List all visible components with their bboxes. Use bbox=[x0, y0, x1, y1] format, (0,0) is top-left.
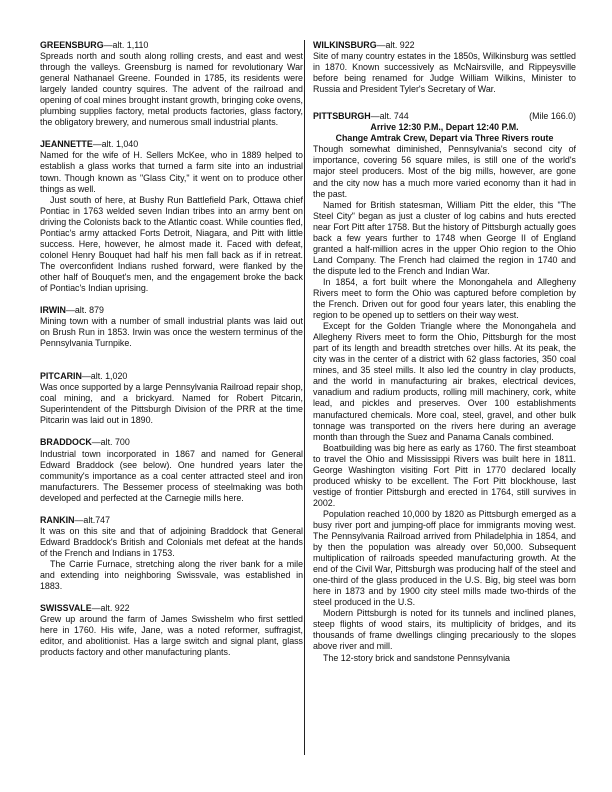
town-name: IRWIN bbox=[40, 305, 66, 316]
entry-paragraph: Named for the wife of H. Sellers McKee, who in 1889 helped to establish a glass works that turned a farm site into an industrial town. Though known as "Glass City," it went on to produce other things as well. bbox=[40, 150, 303, 194]
entry-rankin bbox=[40, 515, 303, 592]
entry-heading: JEANNETTE—alt. 1,040 bbox=[40, 139, 139, 150]
entry-wilkinsburg bbox=[313, 40, 576, 95]
entry-paragraph: Though somewhat diminished, Pennsylvania's second city of importance, covering 56 square miles, is still one of the world's major steel producers. Most of the big mills, however, are gone and the city now has a much more varied economy than it had in the past. bbox=[313, 144, 576, 199]
entry-heading: WILKINSBURG—alt. 922 bbox=[313, 40, 415, 50]
town-altitude: alt. 744 bbox=[379, 111, 409, 122]
entry-paragraph: Mining town with a number of small industrial plants was laid out on Brush Run in 1853. Irwin was once the western terminus of the Pennsylvania Turnpike. bbox=[40, 316, 303, 349]
entry-braddock bbox=[40, 437, 303, 503]
entry-swissvale bbox=[40, 603, 303, 658]
town-name: PITTSBURGH bbox=[313, 111, 371, 122]
entry-paragraph: Modern Pittsburgh is noted for its tunnels and inclined planes, steep flights of wood stairs, its multiplicity of bridges, and its thousands of frame dwellings clinging precariously to the slopes above river and mill. bbox=[313, 608, 576, 652]
column-divider bbox=[304, 40, 305, 755]
entry-heading: GREENSBURG—alt. 1,110 bbox=[40, 40, 149, 50]
entry-paragraph: Site of many country estates in the 1850s, Wilkinsburg was settled in 1870. Known successively as McNairsville, and Rippeysville before being renamed for Judge William Wilkins, Minister to Russia and President Tyler's Secretary of War. bbox=[313, 51, 576, 95]
left-column bbox=[40, 40, 303, 669]
entry-paragraph: Population reached 10,000 by 1820 as Pittsburgh emerged as a busy river port and jumping-off place for immigrants moving west. The Pennsylvania Railroad arrived from Philadelphia in 1854, and by then the population was already over 50,000. Subsequent multiplication of railroads speeded manufacturing growth. At the end of the Civil War, Pittsburgh was producing half of the steel and one-third of the glass produced in the U.S. Big, big steel was born here in 1873 and by 1900 city steel mills made two-thirds of the steel produced in the U.S. bbox=[313, 508, 576, 608]
entry-heading: RANKIN—alt.747 bbox=[40, 514, 111, 525]
mile-marker: (Mile 166.0) bbox=[529, 111, 576, 122]
train-route-note: Change Amtrak Crew, Depart via Three Rivers route bbox=[335, 133, 554, 144]
entry-paragraph: The Carrie Furnace, stretching along the river bank for a mile and extending into neighboring Swissvale, was established in 1883. bbox=[40, 558, 303, 592]
entry-heading: IRWIN—alt. 879 bbox=[40, 305, 104, 316]
town-altitude: alt. 922 bbox=[100, 603, 130, 614]
town-name: SWISSVALE bbox=[40, 603, 92, 614]
town-altitude: alt. 1,110 bbox=[112, 40, 149, 50]
entry-paragraph: It was on this site and that of adjoining Braddock that General Edward Braddock's British and Colonials met defeat at the hands of the French and Indians in 1753. bbox=[40, 525, 303, 558]
entry-paragraph: Just south of here, at Bushy Run Battlefield Park, Ottawa chief Pontiac in 1763 welded seven Indian tribes into an army bent on driving the Colonists back to the Atlantic coast. While counties fled, Pontiac's army attacked Forts Detroit, Niagara, and Pitt with little success. Here, however, he almost made it. Faced with defeat, colonel Henry Bouquet had half his men fall back as if in retreat. The overconfident Indians rushed forward, were flanked by the other half of Bouquet's men, and the engagement broke the back of Pontiac's Indian uprising. bbox=[40, 194, 303, 293]
town-altitude: alt. 1,020 bbox=[90, 371, 128, 382]
town-altitude: alt. 1,040 bbox=[101, 139, 139, 150]
entry-paragraph: Grew up around the farm of James Swisshelm who first settled here in 1760. His wife, Jane, was a noted reformer, suffragist, editor, and abolitionist. Has a large switch and signal plant, glass products factory and other manufacturing plants. bbox=[40, 614, 303, 658]
entry-jeannette bbox=[40, 139, 303, 294]
town-altitude: alt. 879 bbox=[74, 305, 104, 316]
entry-heading: PITCARIN—alt. 1,020 bbox=[40, 371, 128, 382]
town-name: PITCARIN bbox=[40, 371, 82, 382]
entry-paragraph: Industrial town incorporated in 1867 and named for General Edward Braddock (see below). One hundred years later the community's importance as a coal center attracted steel and iron manufacturers. The Bessemer process of steelmaking was both developed and perfected at the Carnegie mills here. bbox=[40, 448, 303, 503]
entry-paragraph: Spreads north and south along rolling crests, and east and west through the valleys. Greensburg is named for revolutionary War general Nathanael Greene. Founded in 1785, its residents were largely landed country squires. The advent of the railroad and opening of coal mines brought instant growth, bringing coke ovens, plumbing supplies factory, metal products factories, glass factory, the obligatory brewery, and numerous small industrial plants. bbox=[40, 51, 303, 128]
entry-heading: PITTSBURGH—alt. 744 (Mile 166.0) bbox=[313, 111, 576, 122]
town-name: GREENSBURG bbox=[40, 40, 104, 50]
town-altitude: alt. 700 bbox=[100, 437, 130, 448]
town-altitude: alt. 922 bbox=[385, 40, 415, 50]
town-name: WILKINSBURG bbox=[313, 40, 377, 50]
town-altitude: alt.747 bbox=[83, 514, 111, 525]
entry-heading: BRADDOCK—alt. 700 bbox=[40, 437, 130, 448]
entry-heading: SWISSVALE—alt. 922 bbox=[40, 603, 130, 614]
entry-pitcarin bbox=[40, 371, 303, 426]
entry-pittsburgh bbox=[313, 111, 576, 663]
town-name: JEANNETTE bbox=[40, 139, 93, 150]
town-name: BRADDOCK bbox=[40, 437, 92, 448]
entry-paragraph: The 12-story brick and sandstone Pennsylvania bbox=[323, 652, 510, 663]
entry-paragraph: Boatbuilding was big here as early as 1760. The first steamboat to travel the Ohio and Mississippi Rivers was built here in 1811. George Washington visiting Fort Pitt in 1770 declared locally produced whisky to be excellent. The Fort Pitt blockhouse, last vestige of frontier Pittsburgh and erected in 1764, still survives in 2002. bbox=[313, 442, 576, 508]
entry-irwin bbox=[40, 305, 303, 349]
entry-paragraph: In 1854, a fort built where the Monongahela and Allegheny Rivers meet to form the Ohio was captured before completion by the French. Driven out for good four years later, this enabling the region to be opened up to settlers on their way west. bbox=[313, 276, 576, 321]
town-name: RANKIN bbox=[40, 514, 75, 525]
entry-paragraph: Named for British statesman, William Pitt the elder, this "The Steel City" began as just a cluster of log cabins and huts erected near Fort Pitt after 1758. But the history of Pittsburgh actually goes back a few years further to 1748 when George II of England granted a half-million acres in the upper Ohio region to the Ohio Land Company. The French had claimed the region in 1740 and the dispute led to the French and Indian War. bbox=[313, 199, 576, 276]
right-column bbox=[313, 40, 576, 675]
entry-paragraph: Was once supported by a large Pennsylvania Railroad repair shop, coal mining, and a brickyard. Named for Robert Pitcarin, Superintendent of the Pittsburgh Division of the PRR at the time Pitcarin was laid out in 1890. bbox=[40, 382, 303, 426]
train-schedule: Arrive 12:30 P.M., Depart 12:40 P.M. bbox=[370, 122, 519, 133]
entry-paragraph: Except for the Golden Triangle where the Monongahela and Allegheny Rivers meet to form the Ohio, Pittsburgh for the most part of its length and breadth stretches over hills. At its peak, the city was in the center of a district with 62 glass factories, 350 coal mines, and 35 steel mills. It also led the country in clay products, and the world in manufacturing air brakes, electrical devices, vanadium and radium products, rolling mill machinery, cork, white lead, and pickles and preserves. Over 100 establishments manufactured chemicals. More coal, steel, gravel, and other bulk tonnage was transported on the rivers here during an average month than through the Suez and Panama Canals combined. bbox=[313, 321, 576, 442]
entry-greensburg bbox=[40, 40, 303, 128]
